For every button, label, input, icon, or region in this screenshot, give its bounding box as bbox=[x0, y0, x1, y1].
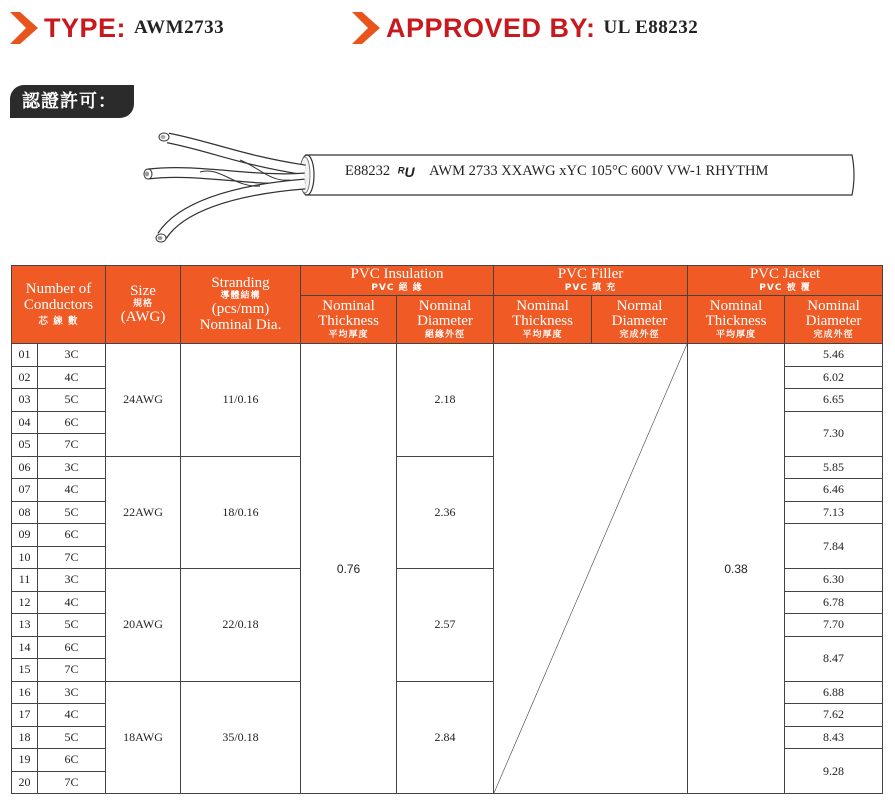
table-row bbox=[12, 344, 883, 367]
insulation-diameter-cell: 2.57 bbox=[397, 569, 494, 682]
jacket-diameter-cell: 5.85 bbox=[785, 456, 883, 479]
chevron-right-icon bbox=[8, 10, 42, 46]
diagonal-slash bbox=[494, 344, 687, 793]
insulation-diameter-cell: 2.18 bbox=[397, 344, 494, 457]
header-size: Size 規格 (AWG) bbox=[106, 266, 181, 344]
row-conductors: 3C bbox=[38, 569, 106, 592]
jacket-diameter-cell: 7.13 bbox=[785, 501, 883, 524]
row-number: 05 bbox=[12, 434, 38, 457]
jacket-diameter-cell: 6.46 bbox=[785, 479, 883, 502]
type-label: TYPE: bbox=[44, 12, 127, 43]
header-stranding: Stranding 導體結構 (pcs/mm) Nominal Dia. bbox=[181, 266, 301, 344]
row-conductors: 7C bbox=[38, 771, 106, 794]
row-conductors: 3C bbox=[38, 456, 106, 479]
row-conductors: 4C bbox=[38, 704, 106, 727]
header-ins-thickness: Nominal Thickness 平均厚度 bbox=[301, 296, 397, 344]
row-conductors: 7C bbox=[38, 434, 106, 457]
row-number: 16 bbox=[12, 681, 38, 704]
row-number: 03 bbox=[12, 389, 38, 412]
ul-mark-icon bbox=[397, 165, 423, 179]
cable-print-text: AWM 2733 XXAWG xYC 105°C 600V VW-1 RHYTHM bbox=[429, 163, 769, 179]
header-filler: PVC Filler PVC 填 充 bbox=[494, 266, 688, 296]
jacket-diameter-cell: 5.46 bbox=[785, 344, 883, 367]
cable-print-code: E88232 bbox=[345, 163, 391, 179]
row-conductors: 5C bbox=[38, 389, 106, 412]
size-cell: 20AWG bbox=[106, 569, 181, 682]
row-number: 02 bbox=[12, 366, 38, 389]
jacket-diameter-cell: 6.30 bbox=[785, 569, 883, 592]
jacket-thickness-cell: 0.38 bbox=[688, 344, 785, 794]
row-conductors: 7C bbox=[38, 659, 106, 682]
row-number: 04 bbox=[12, 411, 38, 434]
insulation-diameter-cell: 2.84 bbox=[397, 681, 494, 794]
row-number: 10 bbox=[12, 546, 38, 569]
row-number: 01 bbox=[12, 344, 38, 367]
row-conductors: 4C bbox=[38, 479, 106, 502]
certification-badge: 認證許可： bbox=[10, 85, 134, 118]
jacket-diameter-cell: 7.84 bbox=[785, 524, 883, 569]
header-ins-diameter: Nominal Diameter 絕緣外徑 bbox=[397, 296, 494, 344]
jacket-diameter-cell: 6.02 bbox=[785, 366, 883, 389]
cable-print bbox=[345, 163, 768, 180]
type-value: AWM2733 bbox=[134, 17, 225, 38]
chevron-right-icon bbox=[350, 10, 384, 46]
approved-value: UL E88232 bbox=[603, 17, 699, 38]
header-jacket-diameter: Nominal Diameter 完成外徑 bbox=[785, 296, 883, 344]
row-conductors: 3C bbox=[38, 344, 106, 367]
row-conductors: 6C bbox=[38, 524, 106, 547]
jacket-diameter-cell: 9.28 bbox=[785, 749, 883, 794]
filler-na-cell bbox=[494, 344, 688, 794]
jacket-diameter-cell: 6.88 bbox=[785, 681, 883, 704]
jacket-diameter-cell: 7.30 bbox=[785, 411, 883, 456]
jacket-diameter-cell: 6.65 bbox=[785, 389, 883, 412]
header-fill-diameter: Normal Diameter 完成外徑 bbox=[592, 296, 688, 344]
type-header bbox=[8, 10, 224, 46]
stranding-cell: 18/0.16 bbox=[181, 456, 301, 569]
row-number: 12 bbox=[12, 591, 38, 614]
row-number: 08 bbox=[12, 501, 38, 524]
header-fill-thickness: Nominal Thickness 平均厚度 bbox=[494, 296, 592, 344]
row-number: 09 bbox=[12, 524, 38, 547]
row-conductors: 5C bbox=[38, 726, 106, 749]
row-conductors: 5C bbox=[38, 501, 106, 524]
header-jacket: PVC Jacket PVC 被 覆 bbox=[688, 266, 883, 296]
size-cell: 18AWG bbox=[106, 681, 181, 794]
row-conductors: 5C bbox=[38, 614, 106, 637]
header-conductors: Number of Conductors 芯 線 數 bbox=[12, 266, 106, 344]
size-cell: 22AWG bbox=[106, 456, 181, 569]
row-number: 13 bbox=[12, 614, 38, 637]
size-cell: 24AWG bbox=[106, 344, 181, 457]
jacket-diameter-cell: 7.70 bbox=[785, 614, 883, 637]
stranding-cell: 11/0.16 bbox=[181, 344, 301, 457]
header-insulation: PVC Insulation PVC 絕 緣 bbox=[301, 266, 494, 296]
approved-label: APPROVED BY: bbox=[386, 12, 596, 43]
stranding-cell: 22/0.18 bbox=[181, 569, 301, 682]
spec-table bbox=[11, 265, 883, 794]
row-conductors: 4C bbox=[38, 366, 106, 389]
row-conductors: 6C bbox=[38, 636, 106, 659]
approved-header bbox=[350, 10, 698, 46]
row-number: 07 bbox=[12, 479, 38, 502]
header-jacket-thickness: Nominal Thickness 平均厚度 bbox=[688, 296, 785, 344]
insulation-thickness-cell: 0.76 bbox=[301, 344, 397, 794]
cable-illustration bbox=[140, 128, 860, 248]
row-conductors: 6C bbox=[38, 411, 106, 434]
row-conductors: 6C bbox=[38, 749, 106, 772]
row-number: 19 bbox=[12, 749, 38, 772]
row-number: 06 bbox=[12, 456, 38, 479]
row-conductors: 3C bbox=[38, 681, 106, 704]
jacket-diameter-cell: 8.47 bbox=[785, 636, 883, 681]
row-number: 14 bbox=[12, 636, 38, 659]
jacket-diameter-cell: 6.78 bbox=[785, 591, 883, 614]
insulation-diameter-cell: 2.36 bbox=[397, 456, 494, 569]
row-number: 11 bbox=[12, 569, 38, 592]
row-number: 18 bbox=[12, 726, 38, 749]
jacket-diameter-cell: 7.62 bbox=[785, 704, 883, 727]
row-number: 15 bbox=[12, 659, 38, 682]
svg-text:ᴿU: ᴿU bbox=[397, 164, 415, 179]
row-conductors: 4C bbox=[38, 591, 106, 614]
row-conductors: 7C bbox=[38, 546, 106, 569]
stranding-cell: 35/0.18 bbox=[181, 681, 301, 794]
jacket-diameter-cell: 8.43 bbox=[785, 726, 883, 749]
row-number: 20 bbox=[12, 771, 38, 794]
row-number: 17 bbox=[12, 704, 38, 727]
